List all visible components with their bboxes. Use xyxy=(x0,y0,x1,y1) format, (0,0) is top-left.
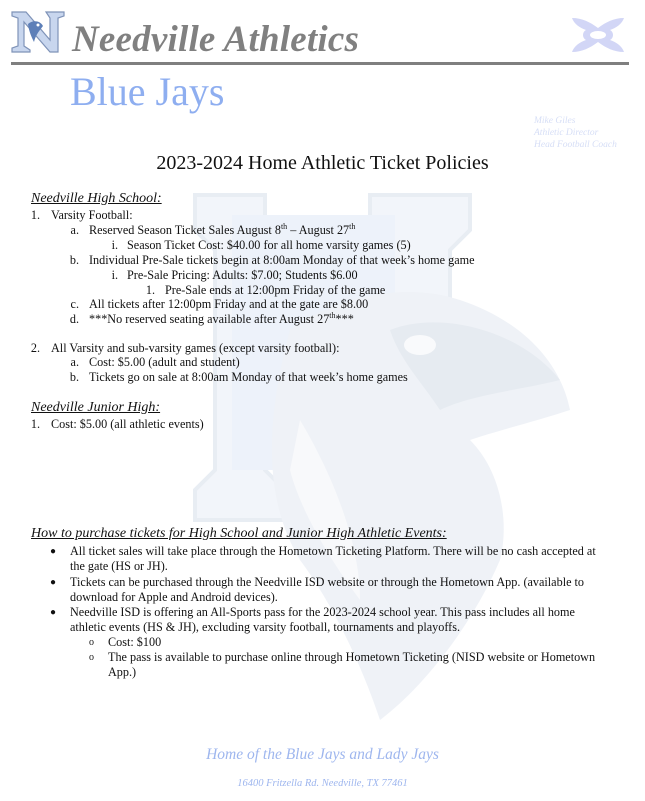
document-title: 2023-2024 Home Athletic Ticket Policies xyxy=(156,152,489,174)
list-text: Cost: $5.00 (all athletic events) xyxy=(51,417,204,431)
brand-title: Needville Athletics xyxy=(72,19,360,60)
staff-role: Head Football Coach xyxy=(534,140,617,150)
list-number: 1. xyxy=(30,417,40,431)
bullet-text: All ticket sales will take place through the Hometown Ticketing Platform. There will be no cash accepted at xyxy=(70,544,596,558)
sub-bullet-text: App.) xyxy=(108,665,137,679)
list-number: 1. xyxy=(30,208,40,222)
bullet-icon: ● xyxy=(50,546,57,557)
list-number: a. xyxy=(70,355,79,369)
section-heading-junior-high: Needville Junior High: xyxy=(31,400,161,415)
subbrand-title: Blue Jays xyxy=(70,69,225,114)
sub-bullet-text: The pass is available to purchase online through Hometown Ticketing (NISD website or Hometown xyxy=(108,650,596,664)
list-text: Pre-Sale Pricing: Adults: $7.00; Students $6.00 xyxy=(127,268,358,282)
list-number: 2. xyxy=(30,341,40,355)
list-text: ***No reserved seating available after August 27th*** xyxy=(89,311,354,326)
list-text: Cost: $5.00 (adult and student) xyxy=(89,355,240,369)
header-divider xyxy=(11,62,629,65)
section-heading-purchase: How to purchase tickets for High School and Junior High Athletic Events: xyxy=(31,526,447,541)
list-number: a. xyxy=(70,223,79,237)
bullet-text: the gate (HS or JH). xyxy=(70,559,168,573)
staff-info xyxy=(534,115,617,151)
list-text: Varsity Football: xyxy=(51,208,133,222)
bullet-text: Needville ISD is offering an All-Sports pass for the 2023-2024 school year. This pass includes all home xyxy=(70,605,575,619)
footer-tagline: Home of the Blue Jays and Lady Jays xyxy=(206,746,439,763)
footer-address: 16400 Fritzella Rd. Needville, TX 77461 xyxy=(237,778,408,789)
list-number: i. xyxy=(111,268,118,282)
list-number: c. xyxy=(70,297,79,311)
list-number: d. xyxy=(69,312,79,326)
section-heading-high-school: Needville High School: xyxy=(31,191,162,206)
sub-bullet-icon: o xyxy=(89,652,94,663)
staff-role: Athletic Director xyxy=(534,128,599,138)
bullet-text: Tickets can be purchased through the Needville ISD website or through the Hometown App. (available to xyxy=(70,575,585,589)
list-text: Tickets go on sale at 8:00am Monday of that week’s home games xyxy=(89,370,408,384)
list-text: Individual Pre-Sale tickets begin at 8:00am Monday of that week’s home game xyxy=(89,253,475,267)
bullet-icon: ● xyxy=(50,577,57,588)
bullet-text: athletic events (HS & JH), excluding varsity football, tournaments and playoffs. xyxy=(70,620,461,634)
list-text: Pre-Sale ends at 12:00pm Friday of the game xyxy=(165,283,386,297)
sub-bullet-icon: o xyxy=(89,637,94,648)
list-number: 1. xyxy=(145,283,155,297)
list-text: Season Ticket Cost: $40.00 for all home varsity games (5) xyxy=(127,238,411,252)
list-text: Reserved Season Ticket Sales August 8th – August 27th xyxy=(89,222,356,237)
staff-name: Mike Giles xyxy=(534,116,576,126)
sub-bullet-text: Cost: $100 xyxy=(108,635,162,649)
list-number: i. xyxy=(111,238,118,252)
list-text: All tickets after 12:00pm Friday and at the gate are $8.00 xyxy=(89,297,369,311)
bullet-icon: ● xyxy=(50,607,57,618)
list-number: b. xyxy=(69,370,79,384)
under-armour-logo xyxy=(570,16,626,54)
needville-n-logo xyxy=(10,10,66,54)
bullet-text: download for Apple and Android devices). xyxy=(70,590,278,604)
list-number: b. xyxy=(69,253,79,267)
list-text: All Varsity and sub-varsity games (except varsity football): xyxy=(51,341,340,355)
